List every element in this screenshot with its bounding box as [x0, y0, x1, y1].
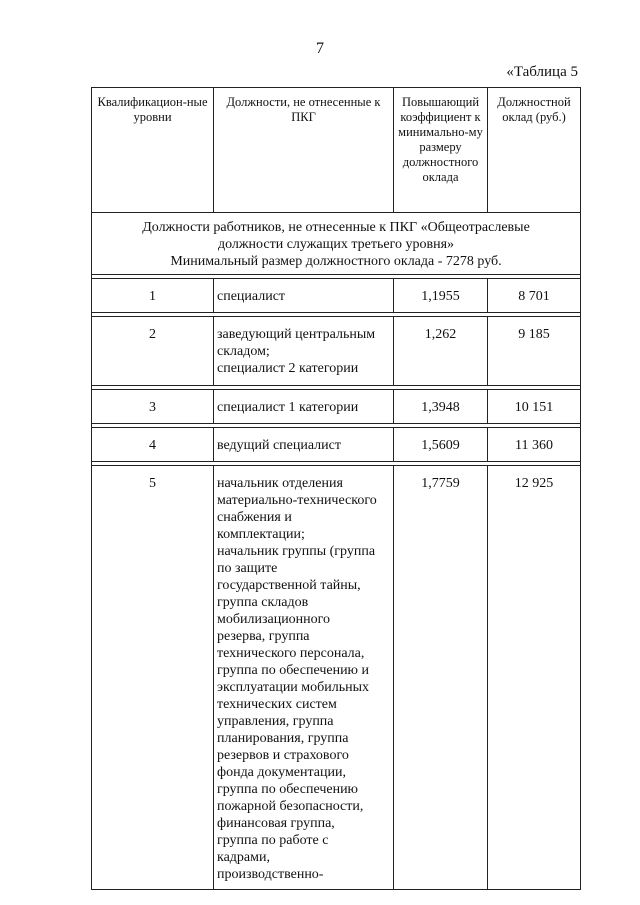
- table-caption: «Таблица 5: [506, 64, 578, 80]
- table-row: [92, 428, 581, 462]
- position-line: резерва, группа: [217, 629, 310, 644]
- qualification-level: 1: [92, 279, 214, 313]
- header-coefficient: Повышающий коэффициент к минимально-му размеру должностного оклада: [394, 88, 488, 213]
- group-row: [92, 213, 581, 275]
- coefficient: 1,5609: [394, 428, 488, 462]
- position-names: [214, 428, 394, 462]
- salary: 8 701: [488, 279, 581, 313]
- salary: 11 360: [488, 428, 581, 462]
- position-names: [214, 390, 394, 424]
- qualification-level: 3: [92, 390, 214, 424]
- qualification-level: 2: [92, 317, 214, 386]
- qualification-level: 4: [92, 428, 214, 462]
- position-line: мобилизационного: [217, 612, 331, 627]
- position-line: группа складов: [217, 595, 309, 610]
- position-line: резервов и страхового: [217, 748, 349, 763]
- position-line: группа по обеспечению и: [217, 663, 370, 678]
- position-line: складом;: [217, 344, 270, 359]
- salary-table: [91, 87, 581, 890]
- position-line: кадрами,: [217, 850, 270, 865]
- position-line: начальник группы (группа: [217, 544, 376, 559]
- group-heading-line: должности служащих третьего уровня»: [217, 237, 455, 252]
- table-row: [92, 390, 581, 424]
- position-line: заведующий центральным: [217, 327, 376, 342]
- salary: 12 925: [488, 466, 581, 890]
- salary: 9 185: [488, 317, 581, 386]
- position-line: технических систем: [217, 697, 337, 712]
- position-line: фонда документации,: [217, 765, 346, 780]
- table-row: [92, 317, 581, 386]
- position-line: по защите: [217, 561, 278, 576]
- position-line: пожарной безопасности,: [217, 799, 364, 814]
- table-header-row: [92, 88, 581, 213]
- position-line: управления, группа: [217, 714, 334, 729]
- position-line: материально-технического: [217, 493, 377, 508]
- header-salary: Должностной оклад (руб.): [488, 88, 581, 213]
- group-heading: [92, 213, 581, 275]
- position-line: финансовая группа,: [217, 816, 335, 831]
- coefficient: 1,7759: [394, 466, 488, 890]
- position-line: эксплуатации мобильных: [217, 680, 370, 695]
- position-line: комплектации;: [217, 527, 305, 542]
- position-names: [214, 317, 394, 386]
- position-names: [214, 466, 394, 890]
- position-line: государственной тайны,: [217, 578, 361, 593]
- position-line: производственно-: [217, 867, 324, 882]
- table-row: [92, 466, 581, 890]
- header-qualification-levels: Квалификацион-ные уровни: [92, 88, 214, 213]
- qualification-level: 5: [92, 466, 214, 890]
- salary: 10 151: [488, 390, 581, 424]
- position-line: специалист: [217, 289, 286, 304]
- header-positions: Должности, не отнесенные к ПКГ: [214, 88, 394, 213]
- coefficient: 1,1955: [394, 279, 488, 313]
- position-names: [214, 279, 394, 313]
- position-line: группа по обеспечению: [217, 782, 359, 797]
- position-line: планирования, группа: [217, 731, 349, 746]
- coefficient: 1,262: [394, 317, 488, 386]
- table-row: [92, 279, 581, 313]
- position-line: специалист 1 категории: [217, 400, 359, 415]
- coefficient: 1,3948: [394, 390, 488, 424]
- page-number: 7: [316, 40, 324, 57]
- group-heading-line: Должности работников, не отнесенные к ПКГ «Общеотраслевые: [142, 220, 530, 235]
- position-line: специалист 2 категории: [217, 361, 359, 376]
- position-line: начальник отделения: [217, 476, 343, 491]
- position-line: технического персонала,: [217, 646, 365, 661]
- position-line: ведущий специалист: [217, 438, 341, 453]
- position-line: группа по работе с: [217, 833, 329, 848]
- position-line: снабжения и: [217, 510, 292, 525]
- group-min-salary: Минимальный размер должностного оклада - 7278 руб.: [170, 254, 502, 269]
